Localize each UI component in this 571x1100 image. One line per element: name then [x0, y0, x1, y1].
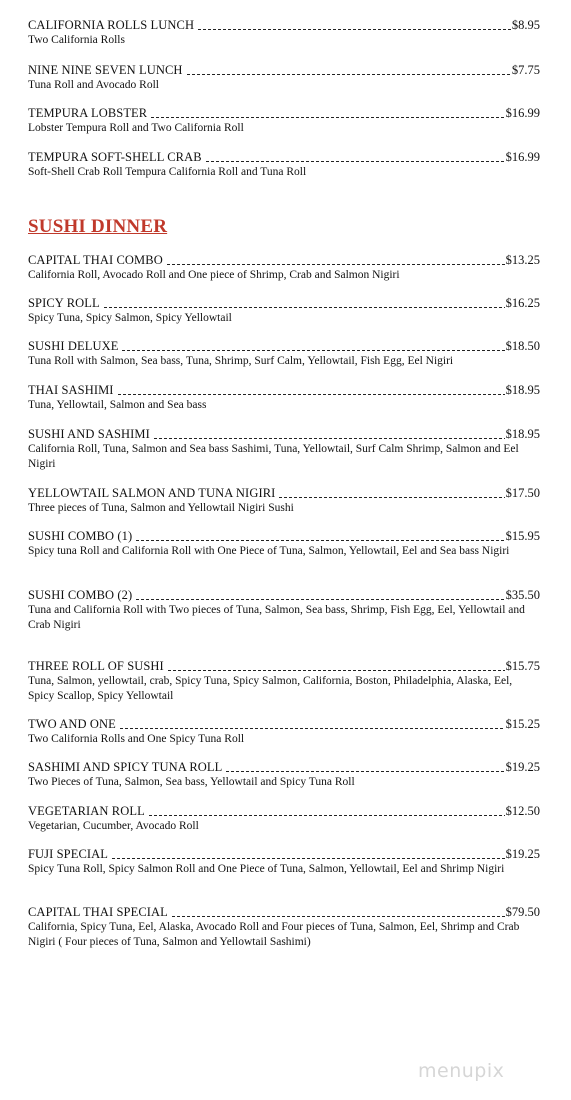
item-description: Tuna Roll and Avocado Roll — [28, 79, 159, 91]
item-price: $18.95 — [505, 383, 540, 397]
item-price: $15.25 — [505, 717, 540, 731]
item-description: Two California Rolls — [28, 34, 125, 46]
menu-item — [28, 588, 540, 633]
item-description: Tuna Roll with Salmon, Sea bass, Tuna, Shrimp, Surf Calm, Yellowtail, Fish Egg, Eel Nigiri — [28, 355, 454, 367]
leader-dots — [149, 805, 505, 816]
item-name: SUSHI DELUXE — [28, 339, 119, 353]
menupix-watermark: menupix — [418, 1060, 505, 1082]
leader-dots — [168, 660, 505, 671]
item-description: California Roll, Tuna, Salmon and Sea bass Sashimi, Tuna, Yellowtail, Surf Calm Shrimp, Salmon and Eel Nigiri — [28, 443, 519, 470]
item-description: Lobster Tempura Roll and Two California Roll — [28, 122, 244, 134]
item-description: Tuna, Yellowtail, Salmon and Sea bass — [28, 399, 207, 411]
menu-item — [28, 717, 540, 747]
item-price: $8.95 — [511, 18, 540, 32]
leader-dots — [154, 428, 505, 439]
item-price: $79.50 — [505, 905, 540, 919]
item-description: Soft-Shell Crab Roll Tempura California Roll and Tuna Roll — [28, 166, 307, 178]
menu-item — [28, 804, 540, 834]
menu-item — [28, 18, 540, 48]
leader-dots — [151, 107, 504, 118]
menu-item — [28, 427, 540, 472]
leader-dots — [118, 384, 505, 395]
menu-item — [28, 150, 540, 180]
item-price: $35.50 — [505, 588, 540, 602]
item-name: FUJI SPECIAL — [28, 847, 109, 861]
leader-dots — [172, 906, 505, 917]
item-name: TEMPURA LOBSTER — [28, 106, 148, 120]
leader-dots — [120, 718, 505, 729]
item-description: Tuna and California Roll with Two pieces of Tuna, Salmon, Sea bass, Shrimp, Fish Egg, Eel, Yellowtail and Crab Nigiri — [28, 604, 525, 631]
leader-dots — [136, 589, 504, 600]
menu-item — [28, 529, 540, 559]
item-description: California Roll, Avocado Roll and One piece of Shrimp, Crab and Salmon Nigiri — [28, 269, 400, 281]
item-description: Spicy Tuna Roll, Spicy Salmon Roll and One Piece of Tuna, Salmon, Yellowtail, Eel and Shrimp Nigiri — [28, 863, 505, 875]
item-name: SPICY ROLL — [28, 296, 100, 310]
item-price: $13.25 — [505, 253, 540, 267]
menu-item — [28, 253, 540, 283]
menu-item — [28, 106, 540, 136]
item-description: Three pieces of Tuna, Salmon and Yellowtail Nigiri Sushi — [28, 502, 294, 514]
item-price: $17.50 — [505, 486, 540, 500]
item-description: California, Spicy Tuna, Eel, Alaska, Avocado Roll and Four pieces of Tuna, Salmon, Eel, Shrimp and Crab Nigiri ( Four pieces of Tuna, Salmon and Yellowtail Sashimi) — [28, 921, 520, 948]
item-price: $7.75 — [511, 63, 540, 77]
item-name: THREE ROLL OF SUSHI — [28, 659, 164, 673]
item-name: SUSHI AND SASHIMI — [28, 427, 150, 441]
item-price: $19.25 — [505, 760, 540, 774]
item-description: Two California Rolls and One Spicy Tuna Roll — [28, 733, 245, 745]
item-name: CAPITAL THAI SPECIAL — [28, 905, 168, 919]
item-name: SUSHI COMBO (2) — [28, 588, 133, 602]
menu-item — [28, 847, 540, 877]
item-name: VEGETARIAN ROLL — [28, 804, 145, 818]
menu-item — [28, 905, 540, 950]
section-title-sushi-dinner: SUSHI DINNER — [28, 216, 168, 237]
item-description: Vegetarian, Cucumber, Avocado Roll — [28, 820, 199, 832]
leader-dots — [226, 761, 504, 772]
item-name: TEMPURA SOFT-SHELL CRAB — [28, 150, 202, 164]
item-name: THAI SASHIMI — [28, 383, 114, 397]
item-price: $19.25 — [505, 847, 540, 861]
item-name: SASHIMI AND SPICY TUNA ROLL — [28, 760, 223, 774]
item-price: $18.50 — [505, 339, 540, 353]
item-description: Tuna, Salmon, yellowtail, crab, Spicy Tuna, Spicy Salmon, California, Boston, Philadelphia, Alaska, Eel, Spicy Scallop, Spicy Yellowtail — [28, 675, 513, 702]
item-price: $15.75 — [505, 659, 540, 673]
leader-dots — [112, 848, 505, 859]
menu-item — [28, 486, 540, 516]
leader-dots — [206, 151, 505, 162]
item-name: CALIFORNIA ROLLS LUNCH — [28, 18, 195, 32]
item-description: Spicy tuna Roll and California Roll with One Piece of Tuna, Salmon, Yellowtail, Eel and Sea bass Nigiri — [28, 545, 510, 557]
item-description: Two Pieces of Tuna, Salmon, Sea bass, Yellowtail and Spicy Tuna Roll — [28, 776, 355, 788]
item-price: $16.25 — [505, 296, 540, 310]
menu-item — [28, 63, 540, 93]
item-name: YELLOWTAIL SALMON AND TUNA NIGIRI — [28, 486, 276, 500]
menu-item — [28, 339, 540, 369]
item-price: $12.50 — [505, 804, 540, 818]
leader-dots — [136, 530, 504, 541]
menu-item — [28, 383, 540, 413]
menu-item — [28, 296, 540, 326]
leader-dots — [279, 487, 504, 498]
leader-dots — [187, 64, 511, 75]
item-price: $18.95 — [505, 427, 540, 441]
menu-item — [28, 760, 540, 790]
leader-dots — [167, 254, 505, 265]
leader-dots — [122, 340, 504, 351]
menu-item — [28, 659, 540, 704]
leader-dots — [104, 297, 505, 308]
item-name: SUSHI COMBO (1) — [28, 529, 133, 543]
item-name: NINE NINE SEVEN LUNCH — [28, 63, 183, 77]
item-name: TWO AND ONE — [28, 717, 116, 731]
item-price: $16.99 — [505, 150, 540, 164]
item-name: CAPITAL THAI COMBO — [28, 253, 163, 267]
item-price: $16.99 — [505, 106, 540, 120]
item-description: Spicy Tuna, Spicy Salmon, Spicy Yellowtail — [28, 312, 232, 324]
item-price: $15.95 — [505, 529, 540, 543]
leader-dots — [198, 19, 511, 30]
